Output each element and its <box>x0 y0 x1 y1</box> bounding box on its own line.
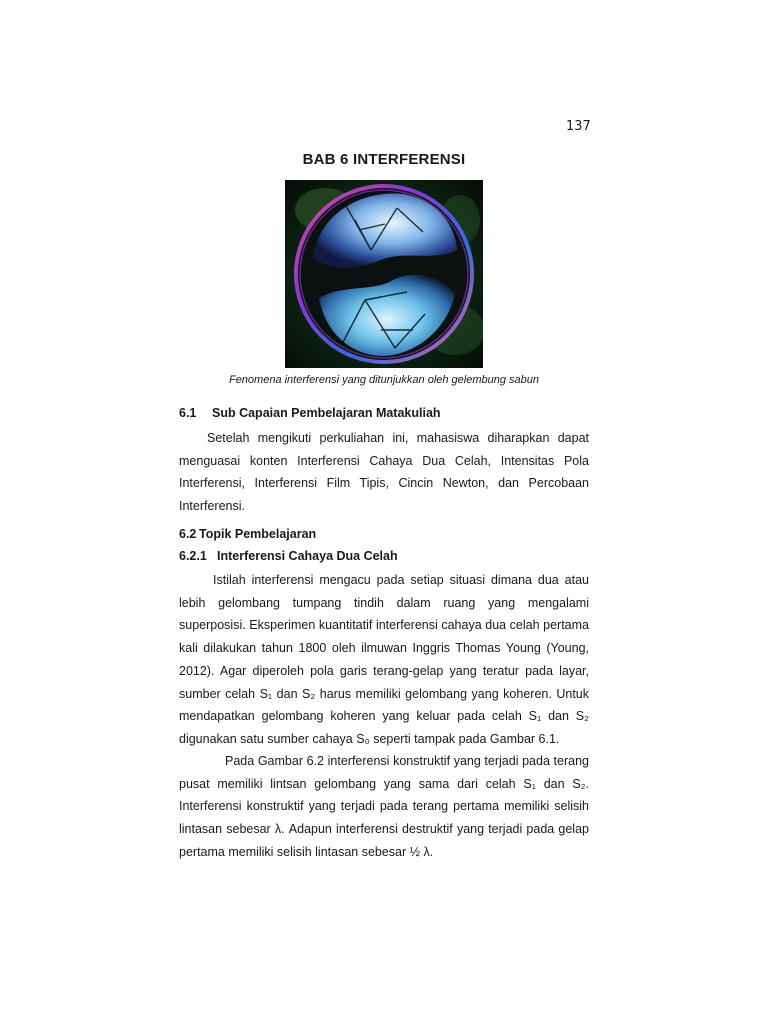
section-6-1-heading <box>179 406 441 420</box>
text-line: Istilah interferensi mengacu pada setiap situasi dimana dua atau <box>213 573 589 587</box>
text-line: menguasai konten Interferensi Cahaya Dua Celah, Intensitas Pola <box>179 453 589 468</box>
text-line: Interferensi konstruktif yang terjadi pada terang pertama memiliki selisih <box>179 799 589 814</box>
section-6-1-paragraph <box>179 427 589 518</box>
text-line: Interferensi. <box>179 499 246 514</box>
page-number: 137 <box>566 119 591 134</box>
text-line: Setelah mengikuti perkuliahan ini, mahasiswa diharapkan dapat <box>207 431 589 445</box>
text-line: superposisi. Eksperimen kuantitatif interferensi cahaya dua celah pertama <box>179 618 589 633</box>
text-line: 2012). Agar diperoleh pola garis terang-gelap yang teratur pada layar, <box>179 663 589 678</box>
section-title: Sub Capaian Pembelajaran Matakuliah <box>212 406 441 420</box>
subsection-title: Interferensi Cahaya Dua Celah <box>217 549 398 563</box>
text-line: pusat memiliki lintsan gelombang yang sama dari celah S₁ dan S₂. <box>179 776 589 791</box>
subsection-6-2-1-heading <box>179 549 398 563</box>
text-line: kali dilakukan tahun 1800 oleh ilmuwan Inggris Thomas Young (Young, <box>179 641 589 656</box>
text-line: Interferensi, Interferensi Film Tipis, Cincin Newton, dan Percobaan <box>179 476 589 491</box>
text-line: mendapatkan gelombang koheren yang keluar pada celah S₁ dan S₂ <box>179 709 589 724</box>
section-number: 6.1 <box>179 406 197 420</box>
text-line: lintasan sebesar λ. Adapun interferensi destruktif yang terjadi pada gelap <box>179 822 589 837</box>
subsection-number: 6.2.1 <box>179 549 207 563</box>
text-line: lebih gelombang tumpang tindih dalam ruang yang mengalami <box>179 595 589 610</box>
chapter-title: BAB 6 INTERFERENSI <box>302 151 466 168</box>
soap-bubble-photo <box>285 180 483 368</box>
section-6-2-heading <box>179 527 316 541</box>
text-line: Pada Gambar 6.2 interferensi konstruktif yang terjadi pada terang <box>225 754 589 768</box>
figure-caption: Fenomena interferensi yang ditunjukkan oleh gelembung sabun <box>228 374 540 386</box>
text-line: digunakan satu sumber cahaya S₀ seperti tampak pada Gambar 6.1. <box>179 731 560 746</box>
subsection-6-2-1-paragraph-1 <box>179 569 589 751</box>
text-line: sumber celah S₁ dan S₂ harus memiliki gelombang yang koheren. Untuk <box>179 686 589 701</box>
section-title: Topik Pembelajaran <box>199 527 317 541</box>
text-line: pertama memiliki selisih lintasan sebesar ½ λ. <box>179 844 434 859</box>
section-number: 6.2 <box>179 527 197 541</box>
subsection-6-2-1-paragraph-2 <box>179 750 589 864</box>
